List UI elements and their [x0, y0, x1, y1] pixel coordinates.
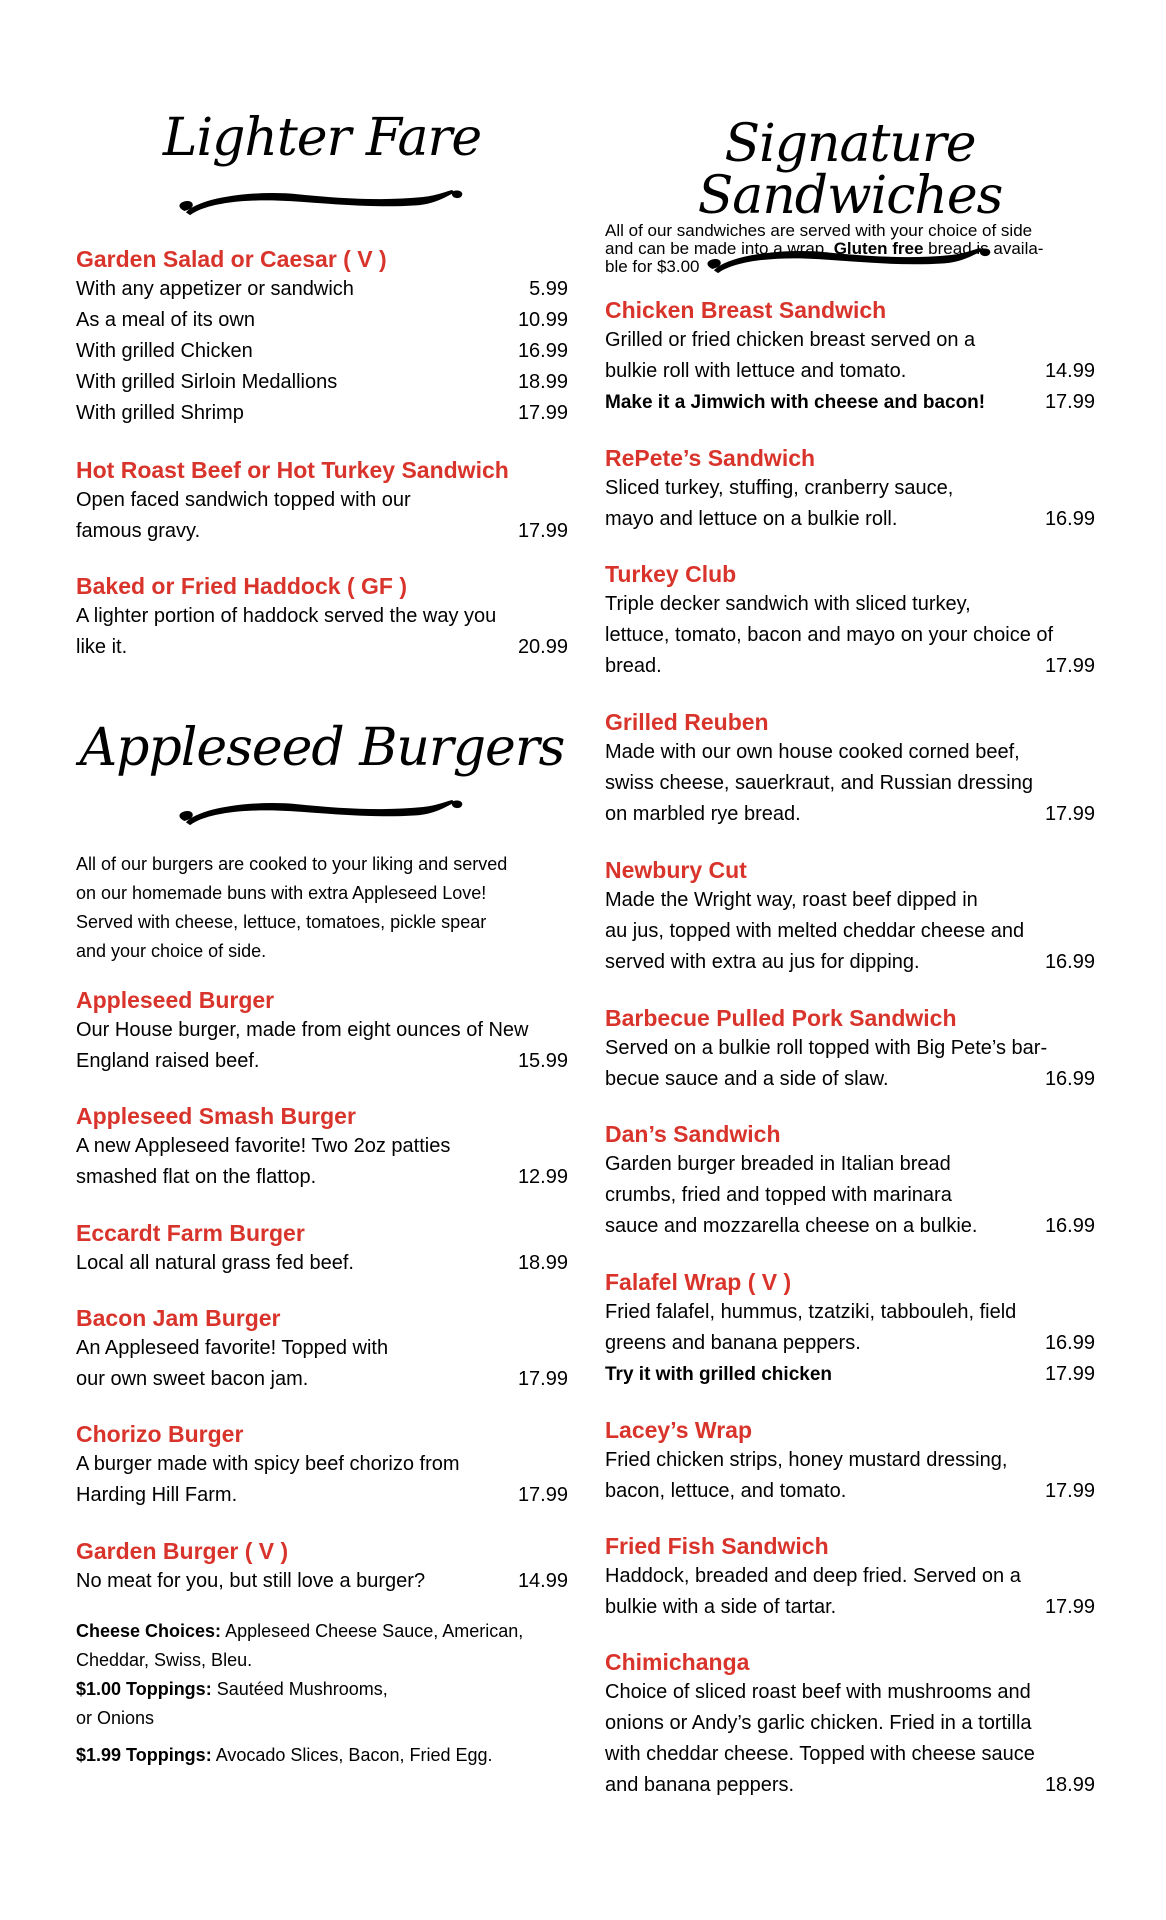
line-text: England raised beef.: [76, 1050, 260, 1072]
item-desc: Made with our own house cooked corned beef,: [605, 741, 1020, 763]
price: 17.99: [1044, 1480, 1095, 1502]
price: 17.99: [1044, 655, 1095, 677]
price: 17.99: [1044, 1363, 1095, 1385]
item-desc: onions or Andy’s garlic chicken. Fried in a tortilla: [605, 1712, 1032, 1734]
price-line: [605, 651, 1095, 682]
item-title: Dan’s Sandwich: [605, 1121, 781, 1147]
menu-item: [605, 1267, 1095, 1390]
price: 16.99: [1044, 1332, 1095, 1354]
item-title: Newbury Cut: [605, 857, 747, 883]
price: 16.99: [1044, 951, 1095, 973]
topping-line: [76, 1675, 568, 1704]
menu-item: [76, 1536, 568, 1597]
price-line: [76, 367, 568, 398]
lighter-fare-title: Lighter Fare: [162, 108, 482, 168]
item-desc: Sliced turkey, stuffing, cranberry sauce,: [605, 477, 954, 499]
lighter-fare-header: [76, 108, 568, 218]
price: 17.99: [517, 402, 568, 424]
intro-line: Served with cheese, lettuce, tomatoes, pickle spear: [76, 912, 487, 932]
item-desc: lettuce, tomato, bacon and mayo on your choice of: [605, 624, 1054, 646]
price-line: [76, 516, 568, 547]
intro-line: All of our sandwiches are served with your choice of side: [605, 221, 1033, 240]
cheese-label: Cheese Choices:: [76, 1621, 222, 1641]
price: 18.99: [517, 1252, 568, 1274]
line-text: famous gravy.: [76, 520, 201, 542]
price: 16.99: [1044, 508, 1095, 530]
price: 16.99: [1044, 1068, 1095, 1090]
price-line: [76, 274, 568, 305]
swash-ornament: [172, 786, 472, 828]
line-text: like it.: [76, 636, 128, 658]
line-text: bacon, lettuce, and tomato.: [605, 1480, 847, 1502]
price-line: [605, 1476, 1095, 1507]
price-line: [76, 305, 568, 336]
line-text: Try it with grilled chicken: [605, 1364, 832, 1385]
item-title: Bacon Jam Burger: [76, 1305, 281, 1331]
gluten-free-label: Gluten free: [833, 239, 924, 258]
line-text: With grilled Chicken: [76, 340, 253, 362]
item-title: Baked or Fried Haddock ( GF ): [76, 573, 407, 599]
menu-item: [605, 707, 1095, 830]
intro-line: on our homemade buns with extra Appleseed Love!: [76, 883, 487, 903]
item-title: Grilled Reuben: [605, 709, 769, 735]
price: 17.99: [517, 520, 568, 542]
line-text: Harding Hill Farm.: [76, 1484, 238, 1506]
price-line: [605, 1359, 1095, 1390]
price-line: [76, 632, 568, 663]
price-line: [605, 1770, 1095, 1801]
burgers-intro: [76, 850, 568, 966]
item-title: Barbecue Pulled Pork Sandwich: [605, 1005, 957, 1031]
line-text: and banana peppers.: [605, 1774, 795, 1796]
line-text: With grilled Shrimp: [76, 402, 244, 424]
price: 17.99: [517, 1368, 568, 1390]
price: 17.99: [517, 1484, 568, 1506]
item-title: Turkey Club: [605, 561, 737, 587]
menu-item: [605, 1003, 1095, 1095]
menu-item: [76, 1419, 568, 1511]
price-line: [605, 799, 1095, 830]
line-text: No meat for you, but still love a burger?: [76, 1570, 426, 1592]
price-line: [605, 1211, 1095, 1242]
price: 17.99: [1044, 803, 1095, 825]
item-desc: Fried chicken strips, honey mustard dressing,: [605, 1449, 1008, 1471]
line-text: becue sauce and a side of slaw.: [605, 1068, 889, 1090]
cheese-text: Cheddar, Swiss, Bleu.: [76, 1650, 253, 1670]
item-desc: au jus, topped with melted cheddar cheese and: [605, 920, 1025, 942]
menu-item: [605, 295, 1095, 418]
item-desc: with cheddar cheese. Topped with cheese sauce: [605, 1743, 1035, 1765]
burgers-title: Appleseed Burgers: [79, 718, 565, 778]
line-text: served with extra au jus for dipping.: [605, 951, 920, 973]
menu-item: [605, 1119, 1095, 1242]
item-title: Chimichanga: [605, 1649, 750, 1675]
line-text: Make it a Jimwich with cheese and bacon!: [605, 392, 986, 413]
line-text: With grilled Sirloin Medallions: [76, 371, 338, 393]
item-title: Garden Burger ( V ): [76, 1538, 289, 1564]
item-desc: Choice of sliced roast beef with mushrooms and: [605, 1681, 1031, 1703]
line-text: on marbled rye bread.: [605, 803, 801, 825]
menu-item: [605, 559, 1095, 682]
price-line: [76, 1162, 568, 1193]
price-line: [605, 1064, 1095, 1095]
price: 5.99: [529, 278, 568, 300]
intro-line: ble for $3.00: [605, 257, 700, 276]
price: 16.99: [1044, 1215, 1095, 1237]
sandwiches-intro: [605, 222, 1095, 276]
burgers-header: [76, 718, 568, 828]
topping-label: $1.99 Toppings:: [76, 1745, 212, 1765]
line-text: sauce and mozzarella cheese on a bulkie.: [605, 1215, 978, 1237]
topping-text: Avocado Slices, Bacon, Fried Egg.: [211, 1745, 493, 1765]
menu-item: [76, 571, 568, 663]
menu-item: [76, 1303, 568, 1395]
price: 14.99: [1044, 360, 1095, 382]
price-line: [76, 1046, 568, 1077]
price-line: [605, 387, 1095, 418]
line-text: As a meal of its own: [76, 309, 255, 331]
price: 20.99: [517, 636, 568, 658]
topping-text: or Onions: [76, 1708, 155, 1728]
price-line: [76, 398, 568, 429]
menu-item: [76, 985, 568, 1077]
intro-text: and can be made into a wrap.: [605, 239, 834, 258]
item-desc: Haddock, breaded and deep fried. Served on a: [605, 1565, 1021, 1587]
price-line: [605, 947, 1095, 978]
menu-item: [76, 1101, 568, 1193]
price-line: [76, 1480, 568, 1511]
topping-line: [76, 1741, 568, 1770]
topping-text: Sautéed Mushrooms,: [211, 1679, 388, 1699]
item-title: Lacey’s Wrap: [605, 1417, 753, 1443]
line-text: bulkie with a side of tartar.: [605, 1596, 837, 1618]
item-title: RePete’s Sandwich: [605, 445, 816, 471]
item-title: Chicken Breast Sandwich: [605, 297, 887, 323]
item-title: Chorizo Burger: [76, 1421, 244, 1447]
item-desc: A new Appleseed favorite! Two 2oz patties: [76, 1135, 451, 1157]
price-line: [605, 1328, 1095, 1359]
price: 18.99: [1044, 1774, 1095, 1796]
price-line: [76, 1248, 568, 1279]
price: 14.99: [517, 1570, 568, 1592]
item-title: Fried Fish Sandwich: [605, 1533, 829, 1559]
price-line: [76, 1566, 568, 1597]
menu-item: [605, 443, 1095, 535]
item-title: Appleseed Burger: [76, 987, 275, 1013]
item-desc: Open faced sandwich topped with our: [76, 489, 411, 511]
price-line: [605, 504, 1095, 535]
menu-item: [76, 244, 568, 429]
item-desc: Our House burger, made from eight ounces of New: [76, 1019, 529, 1041]
line-text: bread.: [605, 655, 662, 677]
price: 16.99: [517, 340, 568, 362]
intro-line: All of our burgers are cooked to your liking and served: [76, 854, 508, 874]
cheese-text: Appleseed Cheese Sauce, American,: [221, 1621, 524, 1641]
item-title: Eccardt Farm Burger: [76, 1220, 305, 1246]
item-title: Hot Roast Beef or Hot Turkey Sandwich: [76, 457, 509, 483]
price-line: [605, 356, 1095, 387]
line-text: smashed flat on the flattop.: [76, 1166, 317, 1188]
item-desc: A lighter portion of haddock served the way you: [76, 605, 497, 627]
menu-item: [76, 1218, 568, 1279]
price: 17.99: [1044, 391, 1095, 413]
price: 15.99: [517, 1050, 568, 1072]
swash-ornament: [172, 176, 472, 218]
line-text: our own sweet bacon jam.: [76, 1368, 309, 1390]
price-line: [76, 1364, 568, 1395]
item-title: Falafel Wrap ( V ): [605, 1269, 792, 1295]
item-desc: Garden burger breaded in Italian bread: [605, 1153, 951, 1175]
price: 18.99: [517, 371, 568, 393]
line-text: greens and banana peppers.: [605, 1332, 861, 1354]
menu-item: [605, 855, 1095, 978]
menu-item: [76, 455, 568, 547]
intro-line: and your choice of side.: [76, 941, 267, 961]
topping-label: $1.00 Toppings:: [76, 1679, 212, 1699]
item-desc: Grilled or fried chicken breast served on a: [605, 329, 976, 351]
line-text: bulkie roll with lettuce and tomato.: [605, 360, 907, 382]
intro-text: bread is availa-: [923, 239, 1044, 258]
line-text: With any appetizer or sandwich: [76, 278, 354, 300]
item-desc: swiss cheese, sauerkraut, and Russian dressing: [605, 772, 1033, 794]
line-text: Local all natural grass fed beef.: [76, 1252, 354, 1274]
cheese-choices: [76, 1617, 568, 1646]
price: 10.99: [517, 309, 568, 331]
item-desc: Served on a bulkie roll topped with Big Pete’s bar-: [605, 1037, 1048, 1059]
item-desc: An Appleseed favorite! Topped with: [76, 1337, 389, 1359]
item-desc: Triple decker sandwich with sliced turkey,: [605, 593, 971, 615]
item-title: Garden Salad or Caesar ( V ): [76, 246, 387, 272]
price: 12.99: [517, 1166, 568, 1188]
price: 17.99: [1044, 1596, 1095, 1618]
item-title: Appleseed Smash Burger: [76, 1103, 356, 1129]
burger-options: [76, 1617, 568, 1770]
line-text: mayo and lettuce on a bulkie roll.: [605, 508, 898, 530]
item-desc: A burger made with spicy beef chorizo from: [76, 1453, 460, 1475]
price-line: [605, 1592, 1095, 1623]
item-desc: Made the Wright way, roast beef dipped in: [605, 889, 978, 911]
intro-line: [605, 240, 1095, 258]
menu-item: [605, 1531, 1095, 1623]
price-line: [76, 336, 568, 367]
item-desc: Fried falafel, hummus, tzatziki, tabbouleh, field: [605, 1301, 1017, 1323]
item-desc: crumbs, fried and topped with marinara: [605, 1184, 952, 1206]
sandwiches-title: Signature Sandwiches: [697, 114, 1003, 226]
menu-item: [605, 1415, 1095, 1507]
menu-item: [605, 1647, 1095, 1801]
